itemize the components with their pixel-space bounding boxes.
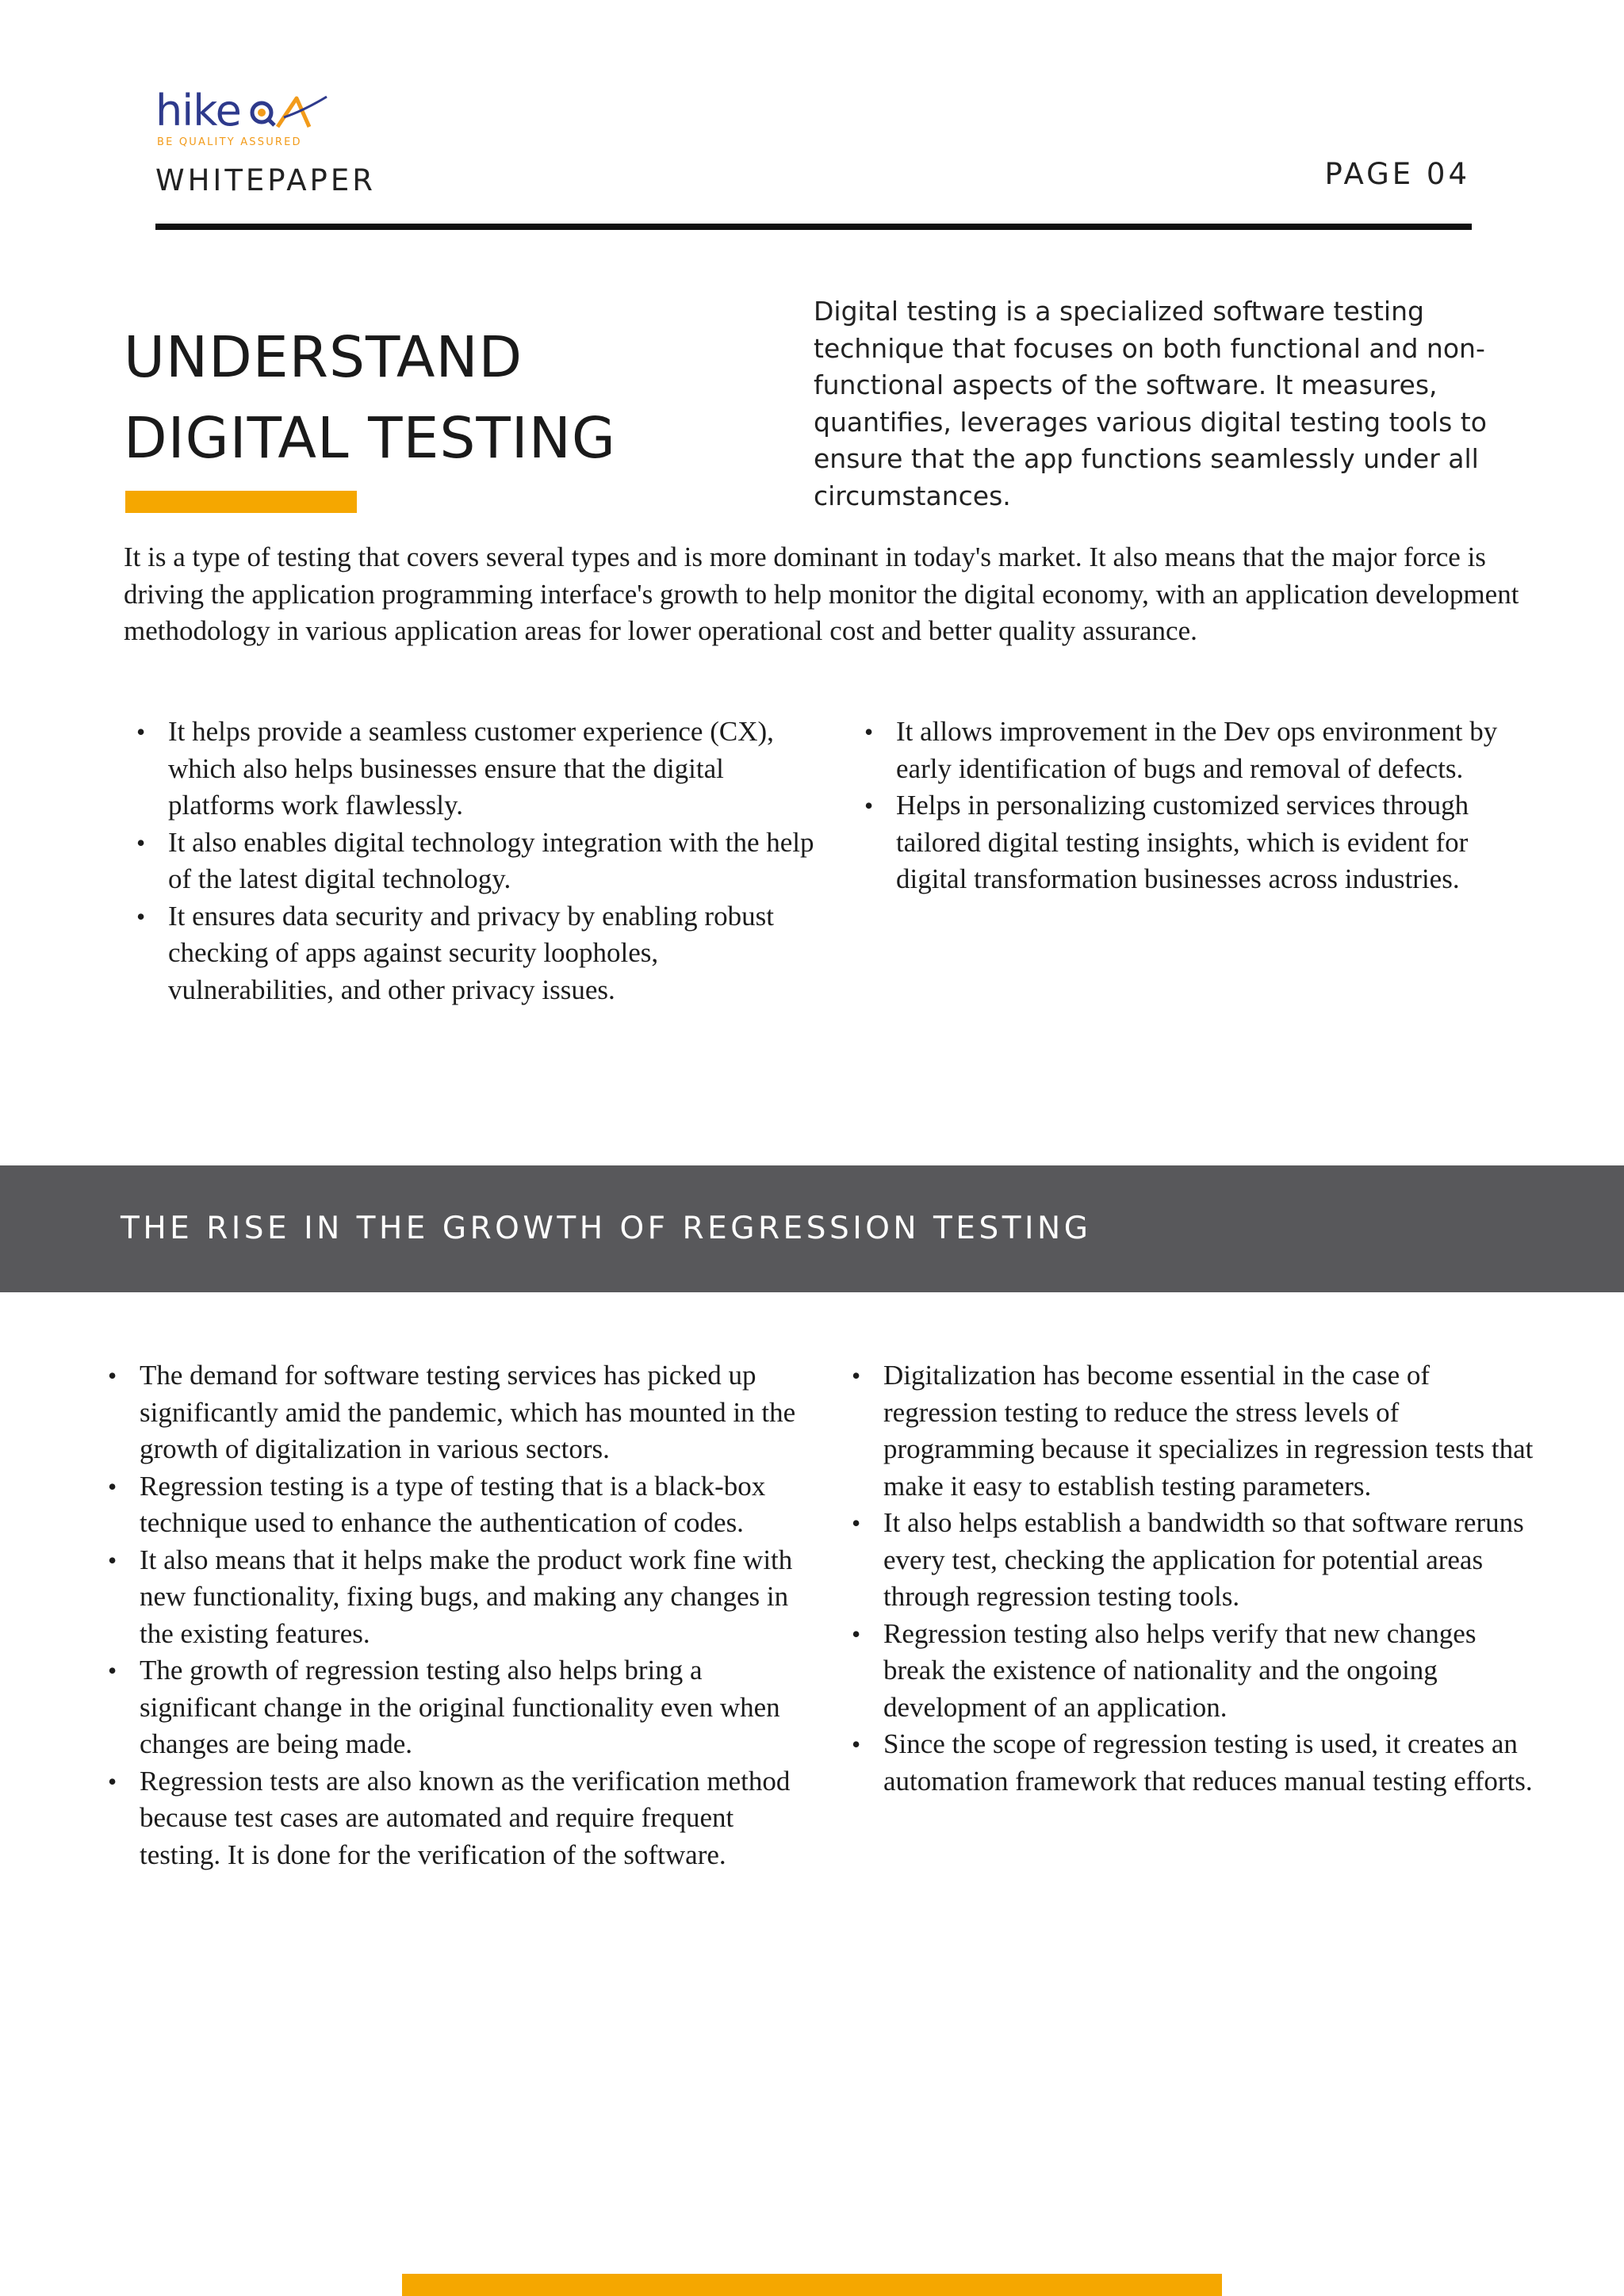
list-item: • It ensures data security and privacy by enabling robust checking of apps against security loopholes, vulnerabilities, and other privacy issues.: [168, 898, 818, 1009]
list-item: • Regression testing also helps verify that new changes break the existence of nationality and the ongoing development of an application.: [883, 1616, 1542, 1727]
section-title-line-2: DIGITAL TESTING: [124, 405, 616, 471]
list-item: • Regression tests are also known as the verification method because test cases are automated and require frequent testing. It is done for the verification of the software.: [140, 1763, 798, 1874]
list-item: • Digitalization has become essential in the case of regression testing to reduce the stress levels of programming because it specializes in regression tests that make it easy to establish testing parameters.: [883, 1357, 1542, 1505]
list-item: • It helps provide a seamless customer experience (CX), which also helps businesses ensure that the digital platforms work flawlessly.: [168, 714, 818, 825]
footer-accent-bar: [402, 2274, 1222, 2296]
document-type-label: WHITEPAPER: [155, 163, 376, 197]
logo-wordmark: hike: [155, 86, 241, 136]
section-title: [124, 317, 616, 479]
list-item: • It also enables digital technology integration with the help of the latest digital technology.: [168, 825, 818, 898]
list-item: • It allows improvement in the Dev ops environment by early identification of bugs and removal of defects.: [896, 714, 1530, 787]
qa-logo-icon: [247, 89, 343, 140]
header-divider: [155, 224, 1472, 230]
list-item: • It also means that it helps make the product work fine with new functionality, fixing bugs, and making any changes in the existing features.: [140, 1542, 798, 1653]
benefits-list-left: [168, 714, 818, 1008]
list-item: • The growth of regression testing also helps bring a significant change in the original functionality even when changes are being made.: [140, 1652, 798, 1763]
list-item: • Regression testing is a type of testing that is a black-box technique used to enhance the authentication of codes.: [140, 1468, 798, 1542]
hike-logo: [155, 86, 346, 152]
list-item: • Helps in personalizing customized services through tailored digital testing insights, which is evident for digital transformation businesses across industries.: [896, 787, 1530, 898]
intro-paragraph: It is a type of testing that covers several types and is more dominant in today's market. It also means that the major force is driving the application programming interface's growth to help monitor the digital economy, with an application development methodology in various application areas for lower operational cost and better quality assurance.: [124, 541, 1519, 646]
section-banner-heading: THE RISE IN THE GROWTH OF REGRESSION TESTING: [121, 1211, 1092, 1246]
list-item: • The demand for software testing services has picked up significantly amid the pandemic, which has mounted in the growth of digitalization in various sectors.: [140, 1357, 798, 1468]
section-title-line-1: UNDERSTAND: [124, 324, 523, 390]
logo-tagline: BE QUALITY ASSURED: [157, 136, 302, 148]
title-accent-bar: [125, 491, 357, 513]
benefits-list-right: [896, 714, 1530, 898]
regression-list-right: [883, 1357, 1542, 1800]
page-number: PAGE 04: [1324, 157, 1470, 191]
list-item: • It also helps establish a bandwidth so that software reruns every test, checking the application for potential areas through regression testing tools.: [883, 1505, 1542, 1616]
intro-lead-text: Digital testing is a specialized software testing technique that focuses on both functional and non-functional aspects of the software. It measures, quantifies, leverages various digital testing tools to ensure that the app functions seamlessly under all circumstances.: [814, 296, 1487, 511]
regression-list-left: [140, 1357, 798, 1873]
list-item: • Since the scope of regression testing is used, it creates an automation framework that reduces manual testing efforts.: [883, 1726, 1542, 1800]
